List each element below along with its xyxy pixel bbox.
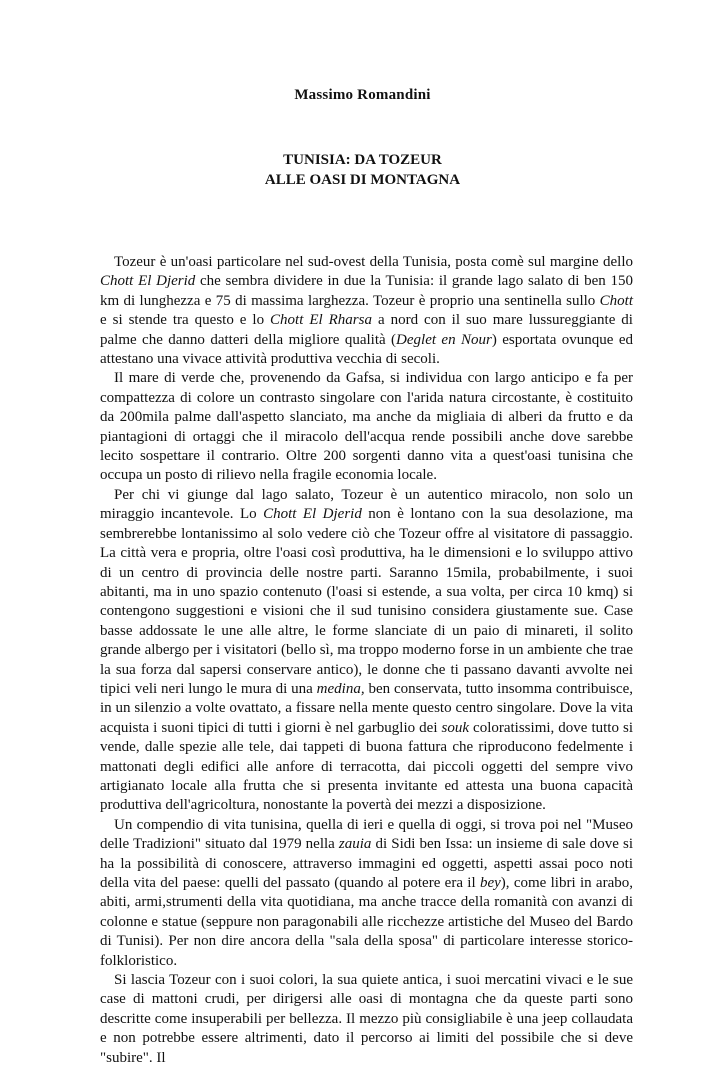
text-run: ben conservata, tutto insomma contribuisce, in un silenzio a volte ovattato, a fissare nella mente questo centro singolare. Dove la vita acquista i suoni tipici di tutti i giorni è nel garbuglio dei <box>100 680 633 736</box>
author-name: Massimo Romandini <box>294 87 431 103</box>
italic-term: Chott El Rharsa <box>270 312 372 329</box>
text-run: Un compendio di vita tunisina, quella di ieri e quella di oggi, si trova poi nel "Museo delle Tradizioni" situato dal 1979 nella <box>100 816 633 853</box>
italic-term: medina, <box>316 680 365 697</box>
italic-term: zauia <box>338 836 372 853</box>
text-run: coloratissimi, dove tutto si vende, dalle spezie alle tele, dai tappeti di buona fattura che riproducono fedelmente i mattonati degli edifici alle anfore di terracotta, dai piccoli oggetti del sempre vivo artigianato locale alla frutta che si presenta invitante ed attesta una buona capacità produttiva dell'agricoltura, nonostante la povertà dei mezzi a disposizione. <box>100 719 633 814</box>
italic-term: souk <box>441 719 470 736</box>
text-run: non è lontano con la sua desolazione, ma sembrerebbe lontanissimo al solo vedere ciò che Tozeur offre al visitatore di passaggio. La città vera e propria, oltre l'oasi così produttiva, ha le dimensioni e lo sviluppo attivo di un centro di provincia delle nostre parti. Saranno 15mila, probabilmente, i suoi abitanti, ma in uno spazio contenuto (l'oasi si estende, a sua volta, per circa 10 kmq) si contengono suggestioni e visioni che il sud tunisino considera giustamente sue. Case basse addossate le une alle altre, le forme slanciate di un paio di minareti, il solito grande albergo per i visitatori (bello sì, ma troppo moderno forse in un ambiente che trae la sua forza dal sapersi conservare antico), le donne che ti passano davanti avvolte nei tipici veli neri lungo le mura di una <box>100 506 633 697</box>
italic-term: bey <box>479 875 501 891</box>
italic-term: Chott El Djerid <box>263 506 362 523</box>
text-run: Per chi vi giunge dal lago salato, Tozeur è un autentico miracolo, non solo un miraggio incantevole. Lo <box>100 486 633 523</box>
paragraph-2 <box>100 369 633 485</box>
italic-term: Deglet en Nour <box>396 331 492 348</box>
text-run: Tozeur è un'oasi particolare nel sud-ovest della Tunisia, posta comè sul margine dello <box>114 254 633 270</box>
title-line-2: ALLE OASI DI MONTAGNA <box>264 172 461 188</box>
text-run: e si stende tra questo e lo <box>100 312 271 329</box>
text-run: Si lascia Tozeur con i suoi colori, la sua quiete antica, i suoi mercatini vivaci e le sue case di mattoni crudi, per dirigersi alle oasi di montagna che da queste parti sono descritte come insuperabili per bellezza. Il mezzo più consigliabile è una jeep collaudata e non potrebbe essere altrimenti, dato il percorso ai limiti del possibile che si deve "subire". Il <box>100 972 633 1066</box>
article-body <box>100 253 633 1068</box>
paragraph-1 <box>100 253 633 369</box>
text-run: che sembra dividere in due la Tunisia: il grande lago salato di ben 150 km di lunghezza e 75 di massima larghezza. Tozeur è proprio una sentinella sullo <box>100 273 633 309</box>
italic-term: Chott El Djerid <box>100 273 196 290</box>
text-run: Il mare di verde che, provenendo da Gafsa, si individua con largo anticipo e fa per compattezza di colore un contrasto singolare con l'arida natura circostante, è costituito da 200mila palme dall'aspetto slanciato, ma anche da migliaia di alberi da frutto e da piantagioni di ortaggi che il miracolo dell'acqua rende possibili anche dove sarebbe lecito sospettare il contrario. Oltre 200 sorgenti danno vita a quest'oasi tunisina che occupa un posto di rilievo nella fragile economia locale. <box>100 370 633 484</box>
paragraph-4 <box>100 816 633 971</box>
text-run: ) esportata ovunque ed attestano una vivace attività produttiva vecchia di secoli. <box>100 331 634 368</box>
title-line-1: TUNISIA: DA TOZEUR <box>283 152 442 168</box>
text-run: ), come libri in arabo, abiti, armi,strumenti della vita quotidiana, ma anche tracce della romanità con avanzi di colonne e statue (seppure non paragonabili alle ricchezze artistiche del Museo del Bardo di Tunisi). Per non dire ancora della "sala della sposa" di particolare interesse storico-folkloristico. <box>100 875 633 969</box>
paragraph-3 <box>100 486 633 816</box>
text-run: di Sidi ben Issa: un insieme di sale dove si ha la possibilità di conoscere, attraverso immagini ed oggetti, aspetti assai poco noti della vita del paese: quelli del passato (quando al potere era il <box>100 836 633 891</box>
paragraph-5 <box>100 971 633 1068</box>
text-run: a nord con il suo mare lussureggiante di palme che danno datteri della migliore qualità ( <box>100 312 633 348</box>
article-title <box>0 150 725 190</box>
italic-term: Chott <box>599 292 633 309</box>
